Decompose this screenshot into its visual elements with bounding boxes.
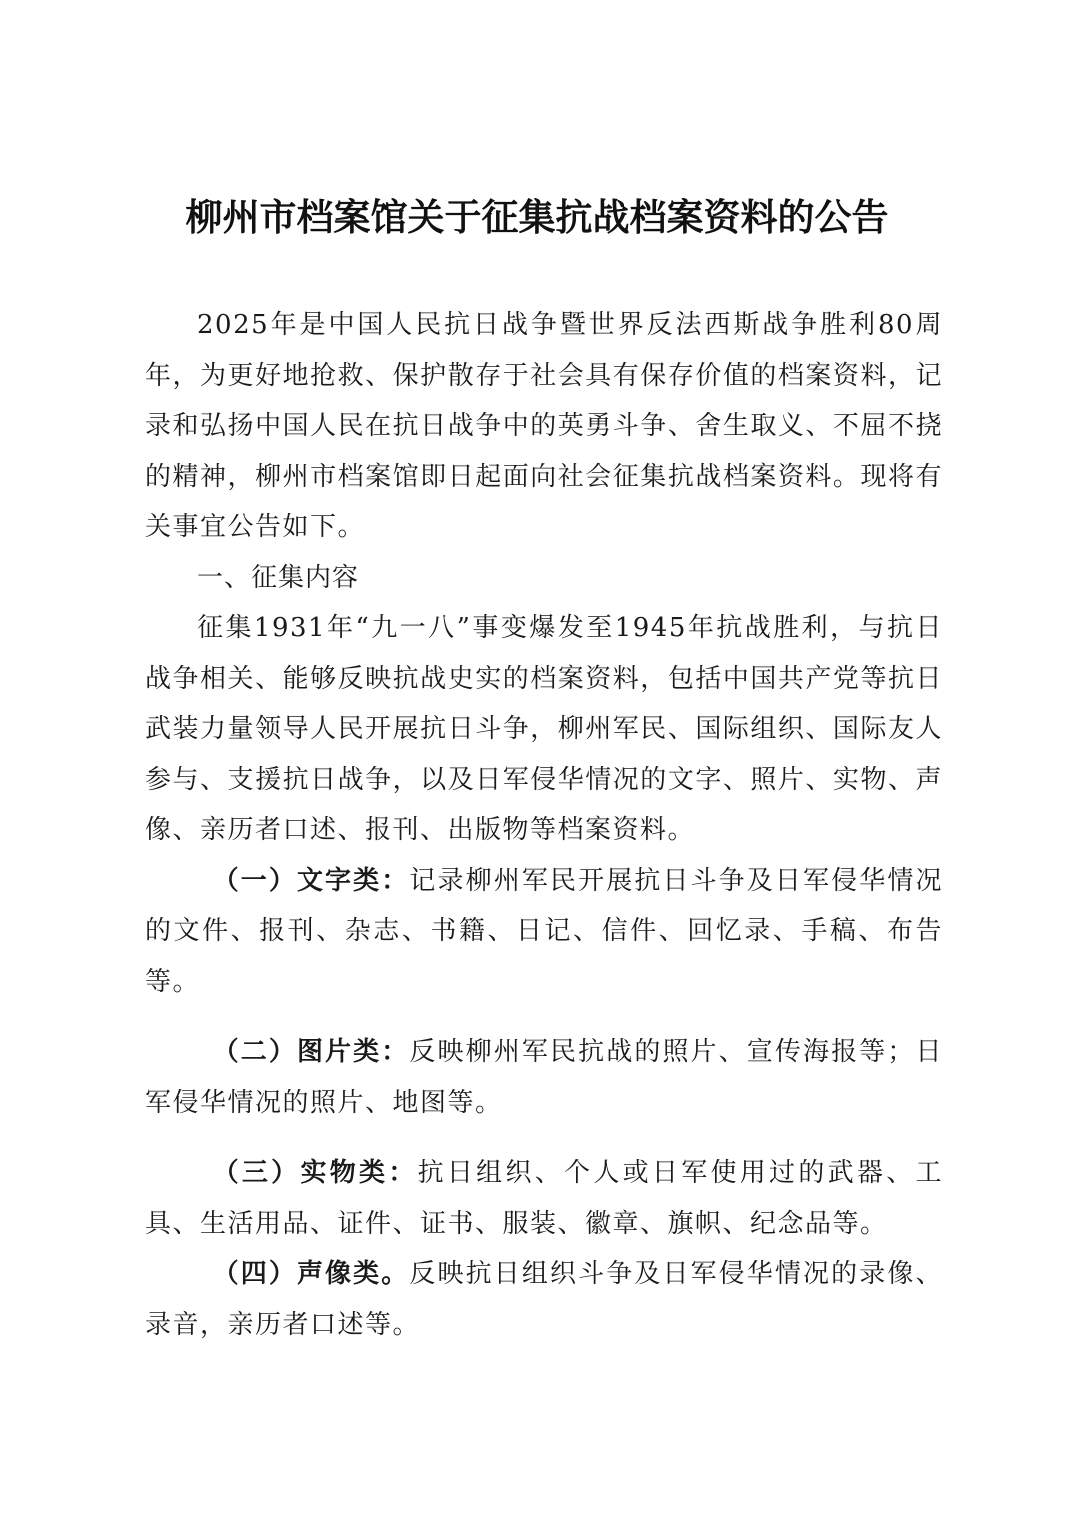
document-body (145, 300, 943, 1350)
category-objects (145, 1148, 943, 1249)
section-paragraph: 征集1931年“九一八”事变爆发至1945年抗战胜利，与抗日战争相关、能够反映抗战史实的档案资料，包括中国共产党等抗日武装力量领导人民开展抗日斗争，柳州军民、国际组织、国际友人参与、支援抗日战争，以及日军侵华情况的文字、照片、实物、声像、亲历者口述、报刊、出版物等档案资料。 (145, 613, 943, 845)
category-description: 抗日组织、个人或日军使用过的武器、工具、生活用品、证件、证书、服装、徽章、旗帜、纪念品等。 (145, 1158, 943, 1239)
category-description: 反映柳州军民抗战的照片、宣传海报等；日军侵华情况的照片、地图等。 (145, 1037, 943, 1118)
section-heading: 一、征集内容 (197, 562, 360, 593)
category-images (145, 1027, 943, 1128)
category-description: 记录柳州军民开展抗日斗争及日军侵华情况的文件、报刊、杂志、书籍、日记、信件、回忆录、手稿、布告等。 (145, 865, 943, 997)
intro-paragraph: 2025年是中国人民抗日战争暨世界反法西斯战争胜利80周年，为更好地抢救、保护散存于社会具有保存价值的档案资料，记录和弘扬中国人民在抗日战争中的英勇斗争、舍生取义、不屈不挠的精神，柳州市档案馆即日起面向社会征集抗战档案资料。现将有关事宜公告如下。 (145, 310, 943, 542)
category-text-documents (145, 856, 943, 1008)
category-label: （四）声像类。 (212, 1259, 410, 1289)
document-title: 柳州市档案馆关于征集抗战档案资料的公告 (185, 196, 889, 239)
category-label: （二）图片类： (212, 1037, 410, 1067)
category-label: （一）文字类： (212, 865, 410, 896)
category-description: 反映抗日组织斗争及日军侵华情况的录像、录音，亲历者口述等。 (145, 1259, 943, 1340)
category-audio-video (145, 1249, 943, 1350)
category-label: （三）实物类： (212, 1158, 418, 1188)
